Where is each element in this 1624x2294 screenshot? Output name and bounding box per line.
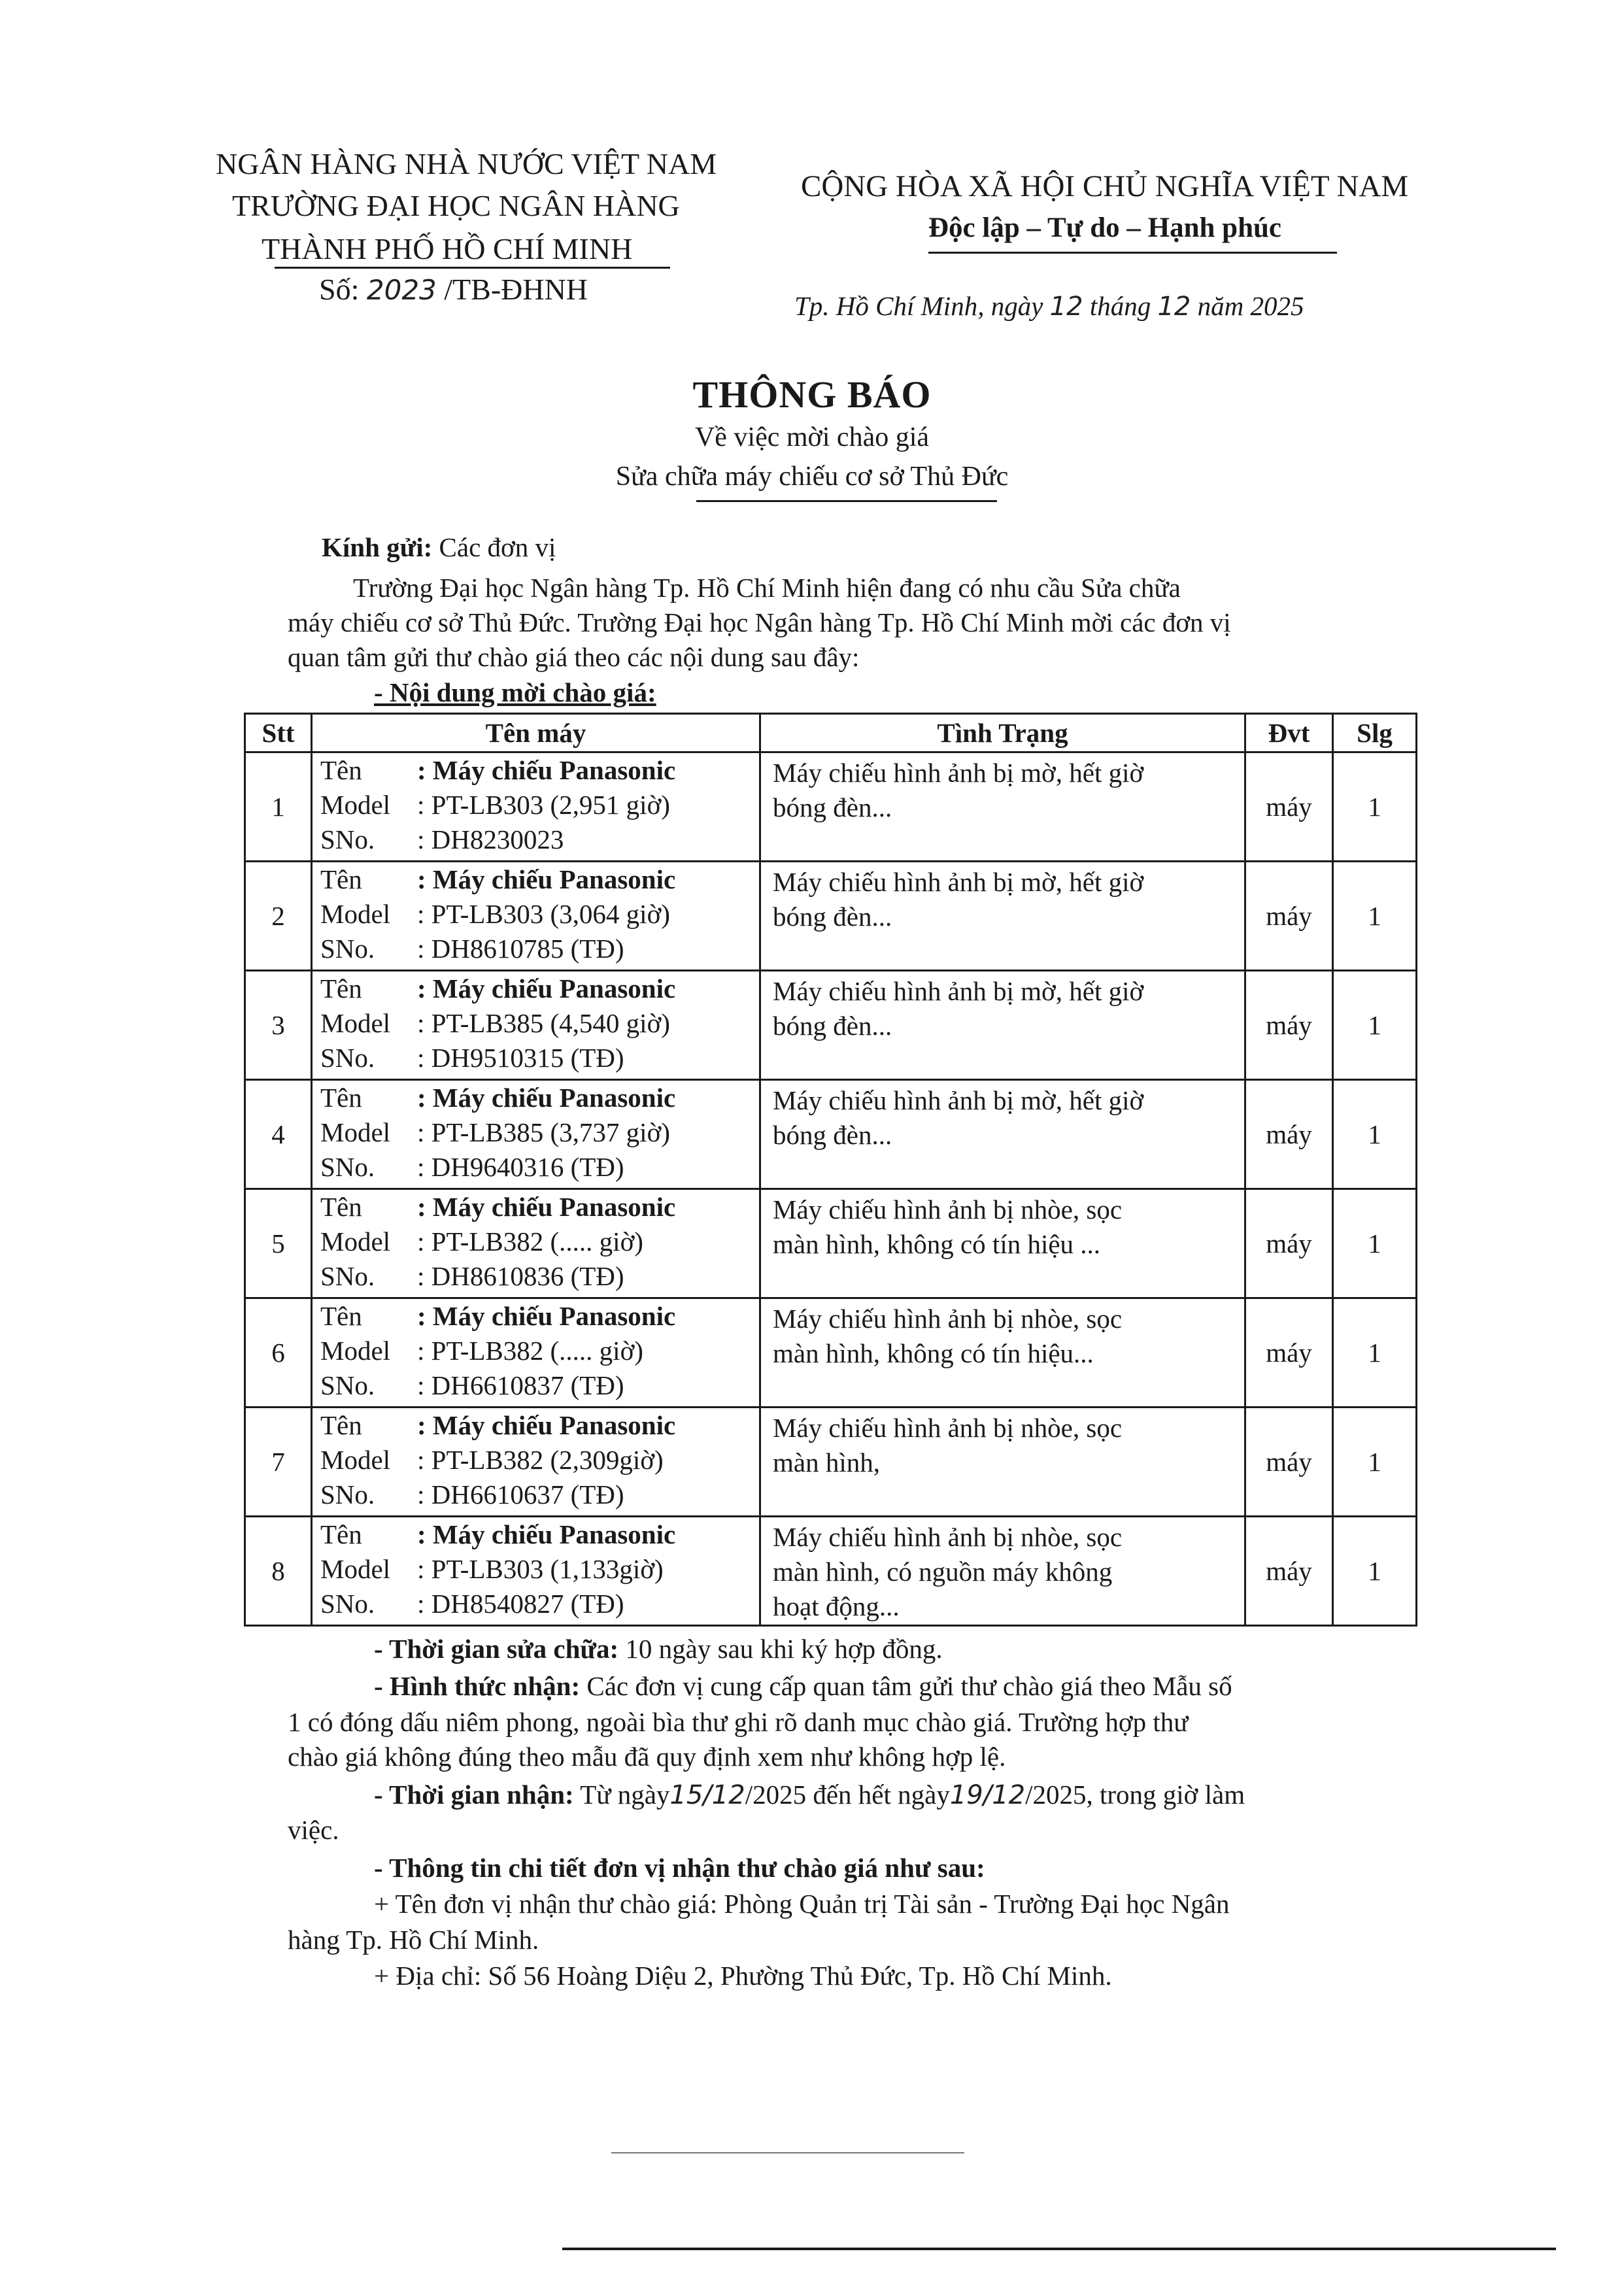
cell-qty: 1: [1333, 1517, 1417, 1626]
receive-time-label: - Thời gian nhận:: [374, 1780, 574, 1810]
cell-status: [760, 1408, 1245, 1517]
submission-form-value: Các đơn vị cung cấp quan tâm gửi thư chào giá theo Mẫu số: [586, 1671, 1232, 1701]
machine-serial-line: [320, 932, 754, 966]
label-model: Model: [320, 790, 391, 820]
date-month: 12: [1157, 292, 1191, 322]
label-sno: SNo.: [320, 1479, 375, 1510]
cell-qty: 1: [1333, 971, 1417, 1080]
machine-serial-line: [320, 822, 754, 857]
machine-model: : PT-LB382 (2,309giờ): [417, 1445, 664, 1475]
machine-name: : Máy chiếu Panasonic: [417, 1519, 676, 1549]
cell-status: [760, 971, 1245, 1080]
repair-time-value: 10 ngày sau khi ký hợp đồng.: [625, 1634, 943, 1664]
header-org-parent: NGÂN HÀNG NHÀ NƯỚC VIỆT NAM: [216, 147, 717, 180]
machine-model: : PT-LB382 (..... giờ): [417, 1336, 643, 1366]
table-row: [245, 1517, 1417, 1626]
cell-machine: [312, 971, 760, 1080]
col-header-qty: Slg: [1333, 714, 1417, 752]
status-line-1: Máy chiếu hình ảnh bị nhòe, sọc: [773, 1194, 1123, 1224]
cell-unit: máy: [1245, 862, 1333, 971]
label-ten: Tên: [320, 973, 362, 1004]
machine-name: : Máy chiếu Panasonic: [417, 1083, 676, 1113]
machine-serial: : DH9510315 (TĐ): [417, 1043, 624, 1073]
machine-model-line: [320, 1115, 754, 1150]
header-org-city: THÀNH PHỐ HỒ CHÍ MINH: [262, 232, 633, 265]
machine-name: : Máy chiếu Panasonic: [417, 755, 676, 785]
recipient-line: [322, 530, 556, 565]
status-line-2: bóng đèn...: [773, 792, 892, 822]
table-header-row: [245, 714, 1417, 752]
cell-qty: 1: [1333, 1298, 1417, 1408]
title-divider: [696, 500, 997, 502]
machine-model-line: [320, 788, 754, 822]
document-number-label: Số:: [319, 273, 360, 306]
cell-stt: 1: [245, 752, 312, 862]
cell-machine: [312, 1517, 760, 1626]
label-sno: SNo.: [320, 1370, 375, 1400]
machine-name-line: [320, 1517, 754, 1552]
cell-qty: 1: [1333, 1189, 1417, 1298]
recipient-value: Các đơn vị: [439, 532, 556, 562]
machine-serial: : DH6610637 (TĐ): [417, 1479, 624, 1510]
machine-serial-line: [320, 1041, 754, 1075]
machine-serial-line: [320, 1259, 754, 1294]
machine-serial: : DH8540827 (TĐ): [417, 1589, 624, 1619]
receive-from-prefix: Từ ngày: [580, 1780, 670, 1810]
receiver-unit-line-1: + Tên đơn vị nhận thư chào giá: Phòng Quản trị Tài sản - Trường Đại học Ngân: [374, 1889, 1230, 1919]
status-line-1: Máy chiếu hình ảnh bị mờ, hết giờ: [773, 976, 1144, 1006]
header-right-divider: [928, 252, 1337, 254]
machine-model: : PT-LB303 (1,133giờ): [417, 1554, 664, 1584]
col-header-unit: Đvt: [1245, 714, 1333, 752]
intro-line-1: Trường Đại học Ngân hàng Tp. Hồ Chí Minh hiện đang có nhu cầu Sửa chữa: [353, 573, 1181, 603]
cell-unit: máy: [1245, 1517, 1333, 1626]
cell-stt: 8: [245, 1517, 312, 1626]
label-model: Model: [320, 1554, 391, 1584]
status-line-2: màn hình, không có tín hiệu...: [773, 1338, 1094, 1368]
repair-items-table: [244, 713, 1417, 1627]
intro-line-2: máy chiếu cơ sở Thủ Đức. Trường Đại học Ngân hàng Tp. Hồ Chí Minh mời các đơn vị: [288, 607, 1231, 637]
receive-time: [374, 1777, 1245, 1813]
machine-name: : Máy chiếu Panasonic: [417, 864, 676, 894]
machine-name-line: [320, 862, 754, 897]
cell-qty: 1: [1333, 752, 1417, 862]
date-year: năm 2025: [1197, 291, 1304, 321]
label-ten: Tên: [320, 864, 362, 894]
submission-form-line-3: chào giá không đúng theo mẫu đã quy định xem như không hợp lệ.: [288, 1742, 1006, 1772]
submission-form: [374, 1668, 1232, 1704]
national-title: CỘNG HÒA XÃ HỘI CHỦ NGHĨA VIỆT NAM: [801, 169, 1409, 203]
status-line-1: Máy chiếu hình ảnh bị nhòe, sọc: [773, 1413, 1123, 1443]
label-ten: Tên: [320, 1519, 362, 1549]
machine-model: : PT-LB303 (2,951 giờ): [417, 790, 670, 820]
cell-unit: máy: [1245, 1408, 1333, 1517]
status-line-1: Máy chiếu hình ảnh bị nhòe, sọc: [773, 1304, 1123, 1334]
machine-model: : PT-LB385 (4,540 giờ): [417, 1008, 670, 1038]
machine-name-line: [320, 971, 754, 1006]
label-ten: Tên: [320, 1192, 362, 1222]
cell-status: [760, 752, 1245, 862]
receive-to-year: /2025, trong giờ làm: [1025, 1780, 1245, 1810]
receiver-unit-line-2: hàng Tp. Hồ Chí Minh.: [288, 1925, 539, 1955]
label-ten: Tên: [320, 1301, 362, 1331]
table-row: [245, 971, 1417, 1080]
label-sno: SNo.: [320, 934, 375, 964]
label-sno: SNo.: [320, 824, 375, 854]
label-model: Model: [320, 1336, 391, 1366]
document-number: [319, 275, 588, 305]
cell-unit: máy: [1245, 1189, 1333, 1298]
col-header-status: Tình Trạng: [760, 714, 1245, 752]
label-sno: SNo.: [320, 1589, 375, 1619]
label-ten: Tên: [320, 755, 362, 785]
label-model: Model: [320, 1008, 391, 1038]
cell-machine: [312, 1408, 760, 1517]
table-row: [245, 862, 1417, 971]
national-motto: Độc lập – Tự do – Hạnh phúc: [928, 212, 1281, 243]
status-line-2: màn hình,: [773, 1447, 880, 1477]
status-line-2: màn hình, không có tín hiệu ...: [773, 1229, 1101, 1259]
receiver-address: + Địa chỉ: Số 56 Hoàng Diệu 2, Phường Thủ Đức, Tp. Hồ Chí Minh.: [374, 1961, 1112, 1991]
machine-serial: : DH6610837 (TĐ): [417, 1370, 624, 1400]
machine-serial-line: [320, 1368, 754, 1403]
scan-artifact-line: [611, 2152, 964, 2153]
document-subject: Sửa chữa máy chiếu cơ sở Thủ Đức: [615, 462, 1009, 492]
label-sno: SNo.: [320, 1261, 375, 1291]
document-number-value: 2023: [366, 274, 437, 306]
status-line-2: màn hình, có nguồn máy không: [773, 1557, 1113, 1587]
date-month-label: tháng: [1089, 291, 1151, 321]
label-ten: Tên: [320, 1083, 362, 1113]
machine-serial: : DH9640316 (TĐ): [417, 1152, 624, 1182]
machine-serial: : DH8610785 (TĐ): [417, 934, 624, 964]
label-sno: SNo.: [320, 1152, 375, 1182]
machine-name: : Máy chiếu Panasonic: [417, 1301, 676, 1331]
document-subtitle: Về việc mời chào giá: [694, 422, 930, 452]
cell-stt: 6: [245, 1298, 312, 1408]
cell-qty: 1: [1333, 1080, 1417, 1189]
cell-status: [760, 1517, 1245, 1626]
table-row: [245, 1189, 1417, 1298]
status-line-3: hoạt động...: [773, 1591, 900, 1621]
intro-line-3: quan tâm gửi thư chào giá theo các nội dung sau đây:: [288, 642, 860, 672]
machine-model: : PT-LB382 (..... giờ): [417, 1226, 643, 1257]
header-org-name: TRƯỜNG ĐẠI HỌC NGÂN HÀNG: [232, 189, 680, 222]
machine-serial-line: [320, 1477, 754, 1512]
cell-unit: máy: [1245, 752, 1333, 862]
table-row: [245, 1408, 1417, 1517]
receive-time-line-2: việc.: [288, 1815, 339, 1845]
document-title: THÔNG BÁO: [692, 373, 932, 416]
status-line-2: bóng đèn...: [773, 902, 892, 932]
machine-model-line: [320, 897, 754, 932]
machine-name-line: [320, 1190, 754, 1224]
receive-from-year: /2025 đến hết ngày: [745, 1780, 950, 1810]
status-line-1: Máy chiếu hình ảnh bị mờ, hết giờ: [773, 758, 1144, 788]
cell-status: [760, 1189, 1245, 1298]
cell-machine: [312, 862, 760, 971]
machine-model-line: [320, 1334, 754, 1368]
repair-time-label: - Thời gian sửa chữa:: [374, 1634, 619, 1664]
repair-time: [374, 1631, 943, 1667]
machine-model-line: [320, 1552, 754, 1587]
cell-unit: máy: [1245, 1080, 1333, 1189]
cell-stt: 7: [245, 1408, 312, 1517]
recipient-label: Kính gửi:: [322, 532, 433, 562]
cell-status: [760, 862, 1245, 971]
date-day: 12: [1049, 292, 1083, 322]
machine-model: : PT-LB303 (3,064 giờ): [417, 899, 670, 929]
label-model: Model: [320, 1117, 391, 1147]
col-header-stt: Stt: [245, 714, 312, 752]
label-model: Model: [320, 1226, 391, 1257]
submission-form-label: - Hình thức nhận:: [374, 1671, 581, 1701]
machine-name-line: [320, 753, 754, 788]
cell-machine: [312, 1298, 760, 1408]
status-line-1: Máy chiếu hình ảnh bị nhòe, sọc: [773, 1522, 1123, 1552]
machine-name-line: [320, 1299, 754, 1334]
cell-stt: 2: [245, 862, 312, 971]
table-row: [245, 1298, 1417, 1408]
cell-machine: [312, 1080, 760, 1189]
cell-stt: 5: [245, 1189, 312, 1298]
cell-unit: máy: [1245, 971, 1333, 1080]
machine-name: : Máy chiếu Panasonic: [417, 973, 676, 1004]
cell-stt: 3: [245, 971, 312, 1080]
status-line-1: Máy chiếu hình ảnh bị mờ, hết giờ: [773, 867, 1144, 897]
label-ten: Tên: [320, 1410, 362, 1440]
machine-serial: : DH8610836 (TĐ): [417, 1261, 624, 1291]
label-model: Model: [320, 1445, 391, 1475]
machine-model-line: [320, 1443, 754, 1477]
machine-name: : Máy chiếu Panasonic: [417, 1410, 676, 1440]
header-left-divider: [275, 267, 670, 269]
submission-form-line-2: 1 có đóng dấu niêm phong, ngoài bìa thư ghi rõ danh mục chào giá. Trường hợp thư: [288, 1707, 1189, 1737]
cell-qty: 1: [1333, 1408, 1417, 1517]
machine-serial-line: [320, 1587, 754, 1621]
machine-model: : PT-LB385 (3,737 giờ): [417, 1117, 670, 1147]
machine-name-line: [320, 1408, 754, 1443]
receive-from-date: 15/12: [669, 1780, 745, 1810]
cell-qty: 1: [1333, 862, 1417, 971]
machine-name-line: [320, 1081, 754, 1115]
status-line-2: bóng đèn...: [773, 1120, 892, 1150]
machine-model-line: [320, 1224, 754, 1259]
cell-stt: 4: [245, 1080, 312, 1189]
table-row: [245, 752, 1417, 862]
machine-model-line: [320, 1006, 754, 1041]
content-heading: - Nội dung mời chào giá:: [374, 677, 656, 707]
col-header-name: Tên máy: [312, 714, 760, 752]
document-date: [794, 293, 1304, 320]
label-model: Model: [320, 899, 391, 929]
cell-machine: [312, 752, 760, 862]
page-bottom-rule: [562, 2248, 1556, 2250]
machine-name: : Máy chiếu Panasonic: [417, 1192, 676, 1222]
cell-status: [760, 1298, 1245, 1408]
status-line-1: Máy chiếu hình ảnh bị mờ, hết giờ: [773, 1085, 1144, 1115]
label-sno: SNo.: [320, 1043, 375, 1073]
status-line-2: bóng đèn...: [773, 1011, 892, 1041]
receiver-info-heading: - Thông tin chi tiết đơn vị nhận thư chào giá như sau:: [374, 1853, 985, 1883]
cell-status: [760, 1080, 1245, 1189]
date-prefix: Tp. Hồ Chí Minh, ngày: [794, 291, 1043, 321]
machine-serial: : DH8230023: [417, 824, 564, 854]
receive-to-date: 19/12: [949, 1780, 1026, 1810]
document-number-suffix: /TB-ĐHNH: [444, 273, 588, 306]
machine-serial-line: [320, 1150, 754, 1185]
cell-unit: máy: [1245, 1298, 1333, 1408]
cell-machine: [312, 1189, 760, 1298]
table-row: [245, 1080, 1417, 1189]
